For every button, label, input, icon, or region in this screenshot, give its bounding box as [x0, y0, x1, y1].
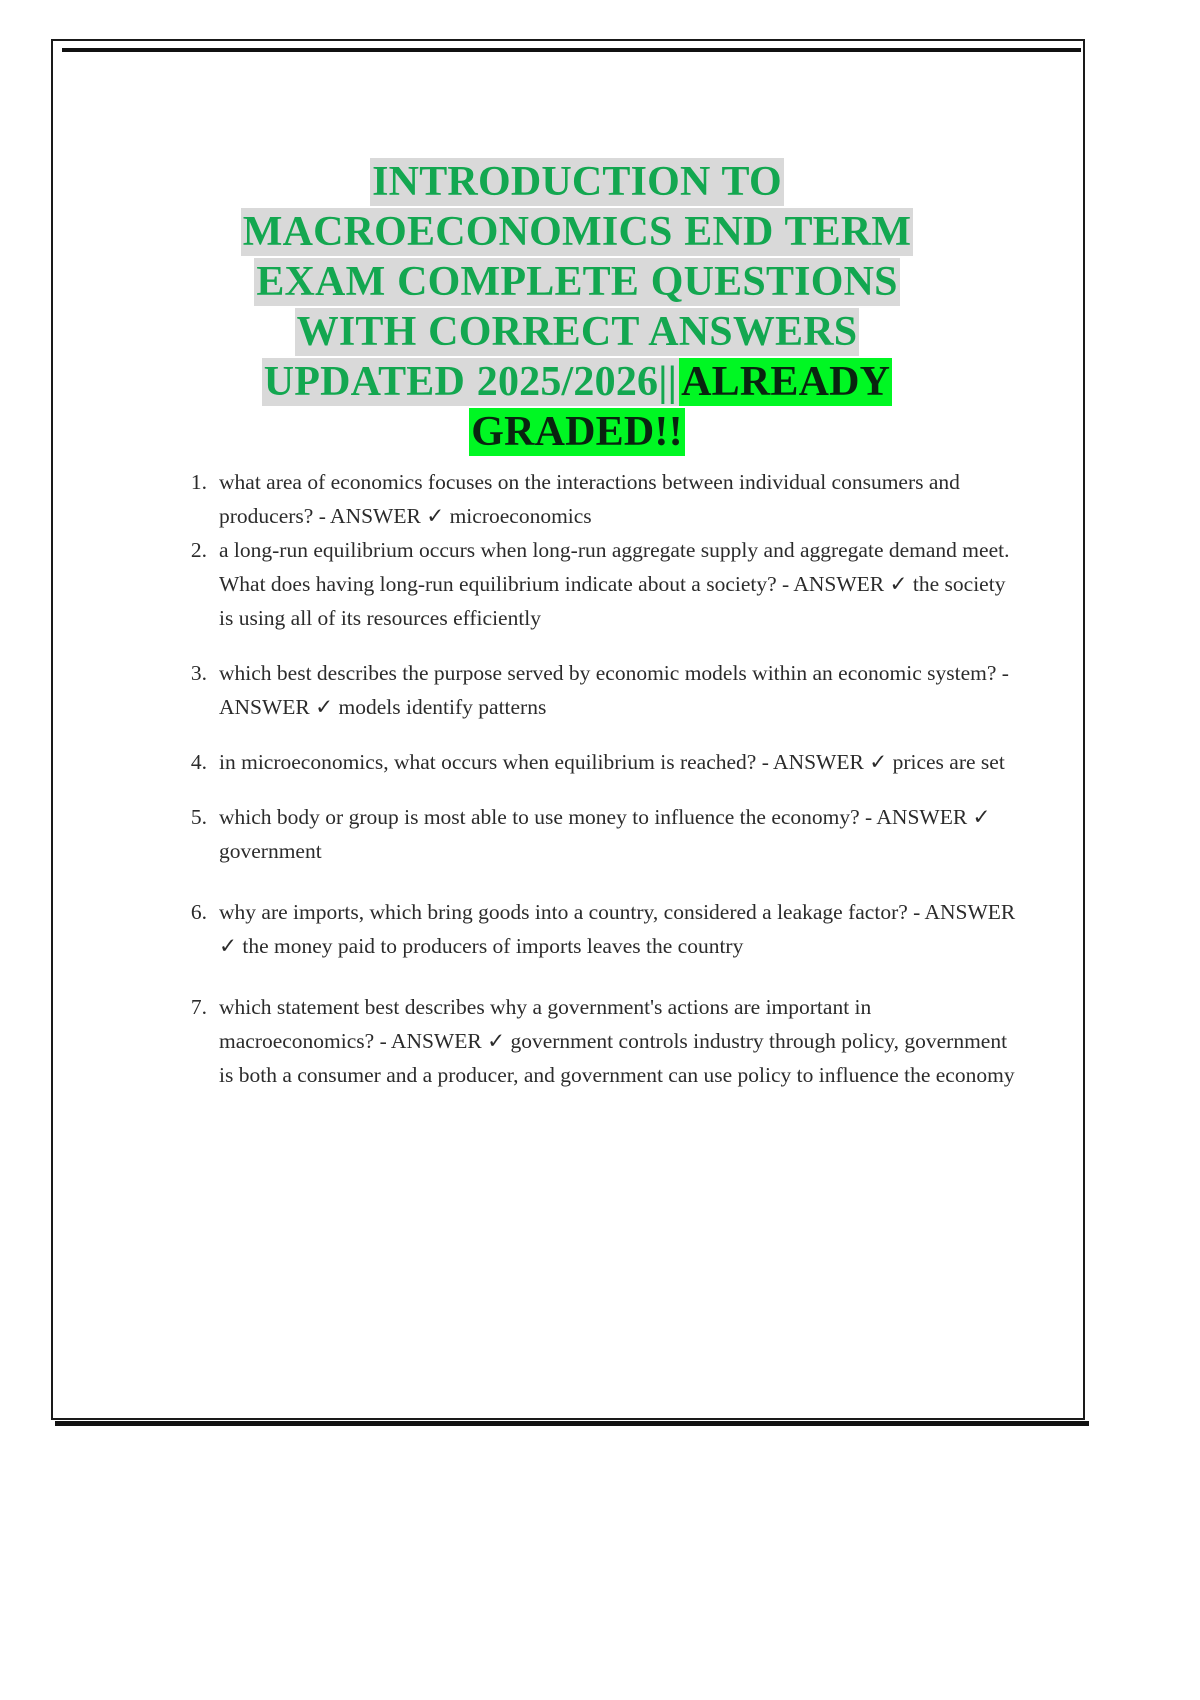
title-line-6: [137, 407, 1017, 457]
list-item-number: 7.: [190, 995, 207, 1019]
list-item: [171, 656, 1021, 724]
list-item-text: a long-run equilibrium occurs when long-run aggregate supply and aggregate demand meet. What does having long-run equilibrium indicate about a society? - ANSWER ✓ the society is using all of its resources efficiently: [219, 538, 1010, 630]
list-item-text: which statement best describes why a government's actions are important in macroeconomics? - ANSWER ✓ government controls industry through policy, government is both a consumer and a producer, and government can use policy to influence the economy: [219, 995, 1015, 1087]
list-item-number: 3.: [190, 661, 207, 685]
list-item-text: in microeconomics, what occurs when equilibrium is reached? - ANSWER ✓ prices are set: [219, 750, 1005, 774]
list-item-number: 1.: [190, 470, 207, 494]
list-item: [171, 745, 1021, 779]
title-line-5-text: UPDATED 2025/2026||: [263, 359, 678, 406]
title-line-6-text: GRADED!!: [471, 409, 683, 456]
title-line-4-text: WITH CORRECT ANSWERS: [296, 309, 858, 356]
list-item-text: which body or group is most able to use money to influence the economy? - ANSWER ✓ government: [219, 805, 991, 863]
list-item-number: 2.: [190, 538, 207, 562]
list-item-number: 6.: [190, 900, 207, 924]
title-line-1-text: INTRODUCTION TO: [372, 159, 782, 206]
title-line-3: [137, 257, 1017, 307]
list-item-text: which best describes the purpose served by economic models within an economic system? - ANSWER ✓ models identify patterns: [219, 661, 1009, 719]
document-page: [51, 39, 1085, 1420]
list-item: [171, 800, 1021, 868]
page-title: [137, 157, 1017, 457]
list-item: [171, 465, 1021, 533]
list-item-text: what area of economics focuses on the interactions between individual consumers and producers? - ANSWER ✓ microeconomics: [219, 470, 960, 528]
title-line-1: [137, 157, 1017, 207]
question-answer-list: [171, 465, 1021, 1092]
title-line-5-badge: ALREADY: [681, 359, 891, 406]
page-top-rule: [62, 48, 1081, 52]
title-line-2: [137, 207, 1017, 257]
title-line-2-text: MACROECONOMICS END TERM: [242, 209, 912, 256]
title-line-5: [137, 357, 1017, 407]
title-line-4: [137, 307, 1017, 357]
list-item: [171, 895, 1021, 963]
list-item: [171, 533, 1021, 635]
page-bottom-rule: [55, 1421, 1089, 1426]
title-line-3-text: EXAM COMPLETE QUESTIONS: [256, 259, 898, 306]
list-item: [171, 990, 1021, 1092]
list-item-number: 5.: [190, 805, 207, 829]
list-item-number: 4.: [190, 750, 207, 774]
list-item-text: why are imports, which bring goods into a country, considered a leakage factor? - ANSWER ✓ the money paid to producers of imports leaves the country: [219, 900, 1016, 958]
